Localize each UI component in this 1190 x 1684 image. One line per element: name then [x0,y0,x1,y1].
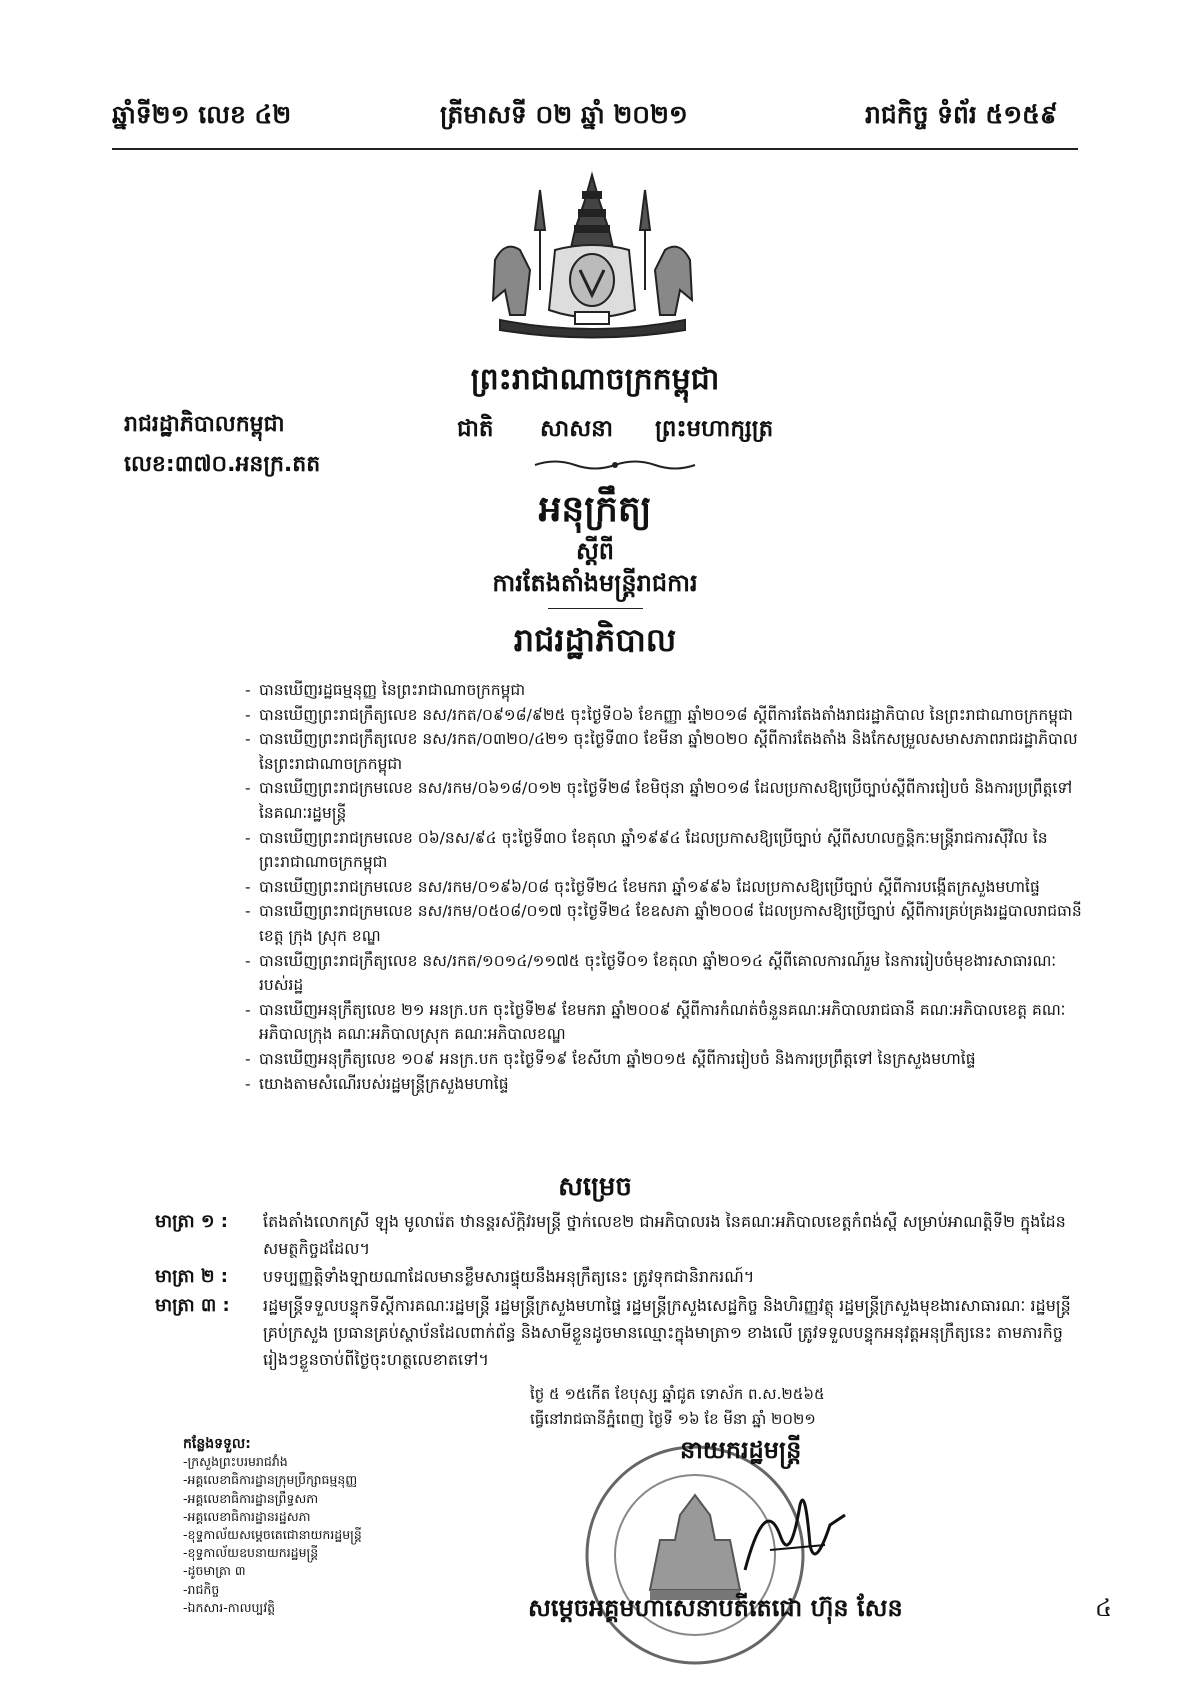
list-item: -ខុទ្ទកាល័យឧបនាយករដ្ឋមន្ត្រី [183,1545,319,1561]
article-label: មាត្រា ៣ : [155,1295,230,1316]
list-item: -ខុទ្ទកាល័យសម្តេចតេជោនាយករដ្ឋមន្ត្រី [183,1527,362,1543]
decision-heading: សម្រេច [558,1172,632,1202]
article-text: បទប្បញ្ញត្តិទាំងឡាយណាដែលមានខ្លឹមសារផ្ទុយនឹងអនុក្រឹត្យនេះ ត្រូវទុកជានិរាករណ៍។ [263,1267,755,1286]
motto-king: ព្រះមហាក្សត្រ [655,416,774,442]
document-number: លេខ:៣៧០.អនក្រ.តត [124,452,321,477]
article-2 [155,1263,1085,1290]
signature [735,1475,855,1585]
list-item: -រាជកិច្ច [183,1581,220,1597]
list-item: -អគ្គលេខាធិការដ្ឋានក្រុមប្រឹក្សាធម្មនុញ្ញ [183,1472,358,1488]
article-text: តែងតាំងលោកស្រី ឡុង មូលារ៉េត ឋានន្តរស័ក្តិវរមន្ត្រី ថ្នាក់លេខ២ ជាអភិបាលរង នៃគណៈអភិបាលខេត្តកំពង់ស្ពឺ សម្រាប់អាណត្តិទី២ ក្នុងដែនសមត្ថកិច្ចដដែល។ [263,1212,1066,1258]
article-3 [155,1292,1085,1373]
date-solar: ធ្វើនៅរាជធានីភ្នំពេញ ថ្ងៃទី ១៦ ខែ មីនា ឆ្នាំ ២០២១ [530,1410,816,1428]
article-1 [155,1208,1085,1262]
article-label: មាត្រា ២ : [155,1266,228,1287]
visa-list [245,678,1085,1096]
list-item: -ដូចមាត្រា ៣ [183,1563,246,1579]
gazette-issue: ឆ្នាំទី២១ លេខ ៤២ [112,100,292,129]
signer-title: នាយករដ្ឋមន្ត្រី [680,1436,802,1464]
list-item: - បានឃើញព្រះរាជក្រឹត្យលេខ នស/រកត/១០១៤/១១៧៥ ចុះថ្ងៃទី០១ ខែតុលា ឆ្នាំ២០១៤ ស្តីពីគោលការណ៍រួម នៃការរៀបចំមុខងារសាធារណៈរបស់រដ្ឋ [245,949,1085,998]
kingdom-title: ព្រះរាជាណាចក្រកម្ពុជា [470,362,720,397]
royal-coat-of-arms-emblem [475,170,710,340]
list-item: -អគ្គលេខាធិការដ្ឋានព្រឹទ្ធសភា [183,1490,319,1506]
motto-nation: ជាតិ [457,416,494,442]
document-subject: ការតែងតាំងមន្ត្រីរាជការ [492,569,698,597]
list-item: - បានឃើញព្រះរាជក្រឹត្យលេខ នស/រកត/០៣២០/៤២១ ចុះថ្ងៃទី៣០ ខែមីនា ឆ្នាំ២០២០ ស្តីពីការតែងតាំង និងកែសម្រួលសមាសភាពរាជរដ្ឋាភិបាល នៃព្រះរាជាណាចក្រកម្ពុជា [245,727,1085,776]
list-item: - បានឃើញព្រះរាជក្រមលេខ ០៦/នស/៩៤ ចុះថ្ងៃទី៣០ ខែតុលា ឆ្នាំ១៩៩៤ ដែលប្រកាសឱ្យប្រើច្បាប់ ស្តីពីសហលក្ខន្តិកៈមន្ត្រីរាជការស៊ីវិល នៃព្រះរាជាណាចក្រកម្ពុជា [245,826,1085,875]
list-item: - បានឃើញព្រះរាជក្រមលេខ នស/រកម/០៦១៨/០១២ ចុះថ្ងៃទី២៨ ខែមិថុនា ឆ្នាំ២០១៨ ដែលប្រកាសឱ្យប្រើច្បាប់ស្តីពីការរៀបចំ និងការប្រព្រឹត្តទៅ នៃគណៈរដ្ឋមន្ត្រី [245,776,1085,825]
authority-heading: រាជរដ្ឋាភិបាល [513,621,677,659]
document-about: ស្តីពី [575,537,615,565]
list-item: -ក្រសួងព្រះបរមរាជវាំង [183,1454,288,1470]
title-rule [548,608,643,609]
list-item: -អគ្គលេខាធិការដ្ឋានរដ្ឋសភា [183,1508,311,1524]
list-item: - បានឃើញព្រះរាជក្រមលេខ នស/រកម/០១៩៦/០៨ ចុះថ្ងៃទី២៤ ខែមករា ឆ្នាំ១៩៩៦ ដែលប្រកាសឱ្យប្រើច្បាប់ ស្តីពីការបង្កើតក្រសួងមហាផ្ទៃ [245,875,1085,900]
recipients-title: កន្លែងទទួល: [183,1436,251,1452]
date-lunar: ថ្ងៃ ៥ ១៥កើត ខែបុស្ស ឆ្នាំជូត ទោស័ក ព.ស.២៥៦៥ [530,1385,825,1403]
list-item: -ឯកសារ-កាលប្បវត្តិ [183,1599,276,1615]
list-item: - យោងតាមសំណើរបស់រដ្ឋមន្ត្រីក្រសួងមហាផ្ទៃ [245,1072,1085,1097]
article-label: មាត្រា ១ : [155,1211,228,1232]
list-item: - បានឃើញព្រះរាជក្រមលេខ នស/រកម/០៥០៨/០១៧ ចុះថ្ងៃទី២៤ ខែឧសភា ឆ្នាំ២០០៨ ដែលប្រកាសឱ្យប្រើច្បាប់ ស្តីពីការគ្រប់គ្រងរដ្ឋបាលរាជធានី ខេត្ត ក្រុង ស្រុក ខណ្ឌ [245,899,1085,948]
list-item: - បានឃើញរដ្ឋធម្មនុញ្ញ នៃព្រះរាជាណាចក្រកម្ពុជា [245,678,1085,703]
motto-religion: សាសនា [540,416,613,442]
gazette-page-number: រាជកិច្ច ទំព័រ ៥១៥៩ [865,100,1058,129]
article-text: រដ្ឋមន្ត្រីទទួលបន្ទុកទីស្តីការគណៈរដ្ឋមន្ត្រី រដ្ឋមន្ត្រីក្រសួងមហាផ្ទៃ រដ្ឋមន្ត្រីក្រសួងសេដ្ឋកិច្ច និងហិរញ្ញវត្ថុ រដ្ឋមន្ត្រីក្រសួងមុខងារសាធារណៈ រដ្ឋមន្ត្រីគ្រប់ក្រសួង ប្រធានគ្រប់ស្ថាប័នដែលពាក់ព័ន្ធ និងសាមីខ្លួនដូចមានឈ្មោះក្នុងមាត្រា១ ខាងលើ ត្រូវទទួលបន្ទុកអនុវត្តអនុក្រឹត្យនេះ តាមភារកិច្ចរៀងៗខ្លួនចាប់ពីថ្ងៃចុះហត្ថលេខាតទៅ។ [263,1296,1071,1369]
list-item: - បានឃើញព្រះរាជក្រឹត្យលេខ នស/រកត/០៩១៨/៩២៥ ចុះថ្ងៃទី០៦ ខែកញ្ញា ឆ្នាំ២០១៨ ស្តីពីការតែងតាំងរាជរដ្ឋាភិបាល នៃព្រះរាជាណាចក្រកម្ពុជា [245,703,1085,728]
list-item: - បានឃើញអនុក្រឹត្យលេខ ២១ អនក្រ.បក ចុះថ្ងៃទី២៩ ខែមករា ឆ្នាំ២០០៩ ស្តីពីការកំណត់ចំនួនគណៈអភិបាលរាជធានី គណៈអភិបាលខេត្ត គណៈអភិបាលក្រុង គណៈអភិបាលស្រុក គណៈអភិបាលខណ្ឌ [245,998,1085,1047]
signer-name: សម្តេចអគ្គមហាសេនាបតីតេជោ ហ៊ុន សែន [528,1594,903,1622]
list-item: - បានឃើញអនុក្រឹត្យលេខ ១០៩ អនក្រ.បក ចុះថ្ងៃទី១៩ ខែសីហា ឆ្នាំ២០១៥ ស្តីពីការរៀបចំ និងការប្រព្រឹត្តទៅ នៃក្រសួងមហាផ្ទៃ [245,1047,1085,1072]
ornament-divider [530,458,700,472]
document-type: អនុក្រឹត្យ [538,489,652,530]
recipients-block [183,1435,362,1617]
header-rule [112,148,1078,150]
issuer-name: រាជរដ្ឋាភិបាលកម្ពុជា [124,412,285,437]
gazette-quarter: ត្រីមាសទី ០២ ឆ្នាំ ២០២១ [440,100,688,129]
page-mark: ៤ [1095,1594,1112,1622]
